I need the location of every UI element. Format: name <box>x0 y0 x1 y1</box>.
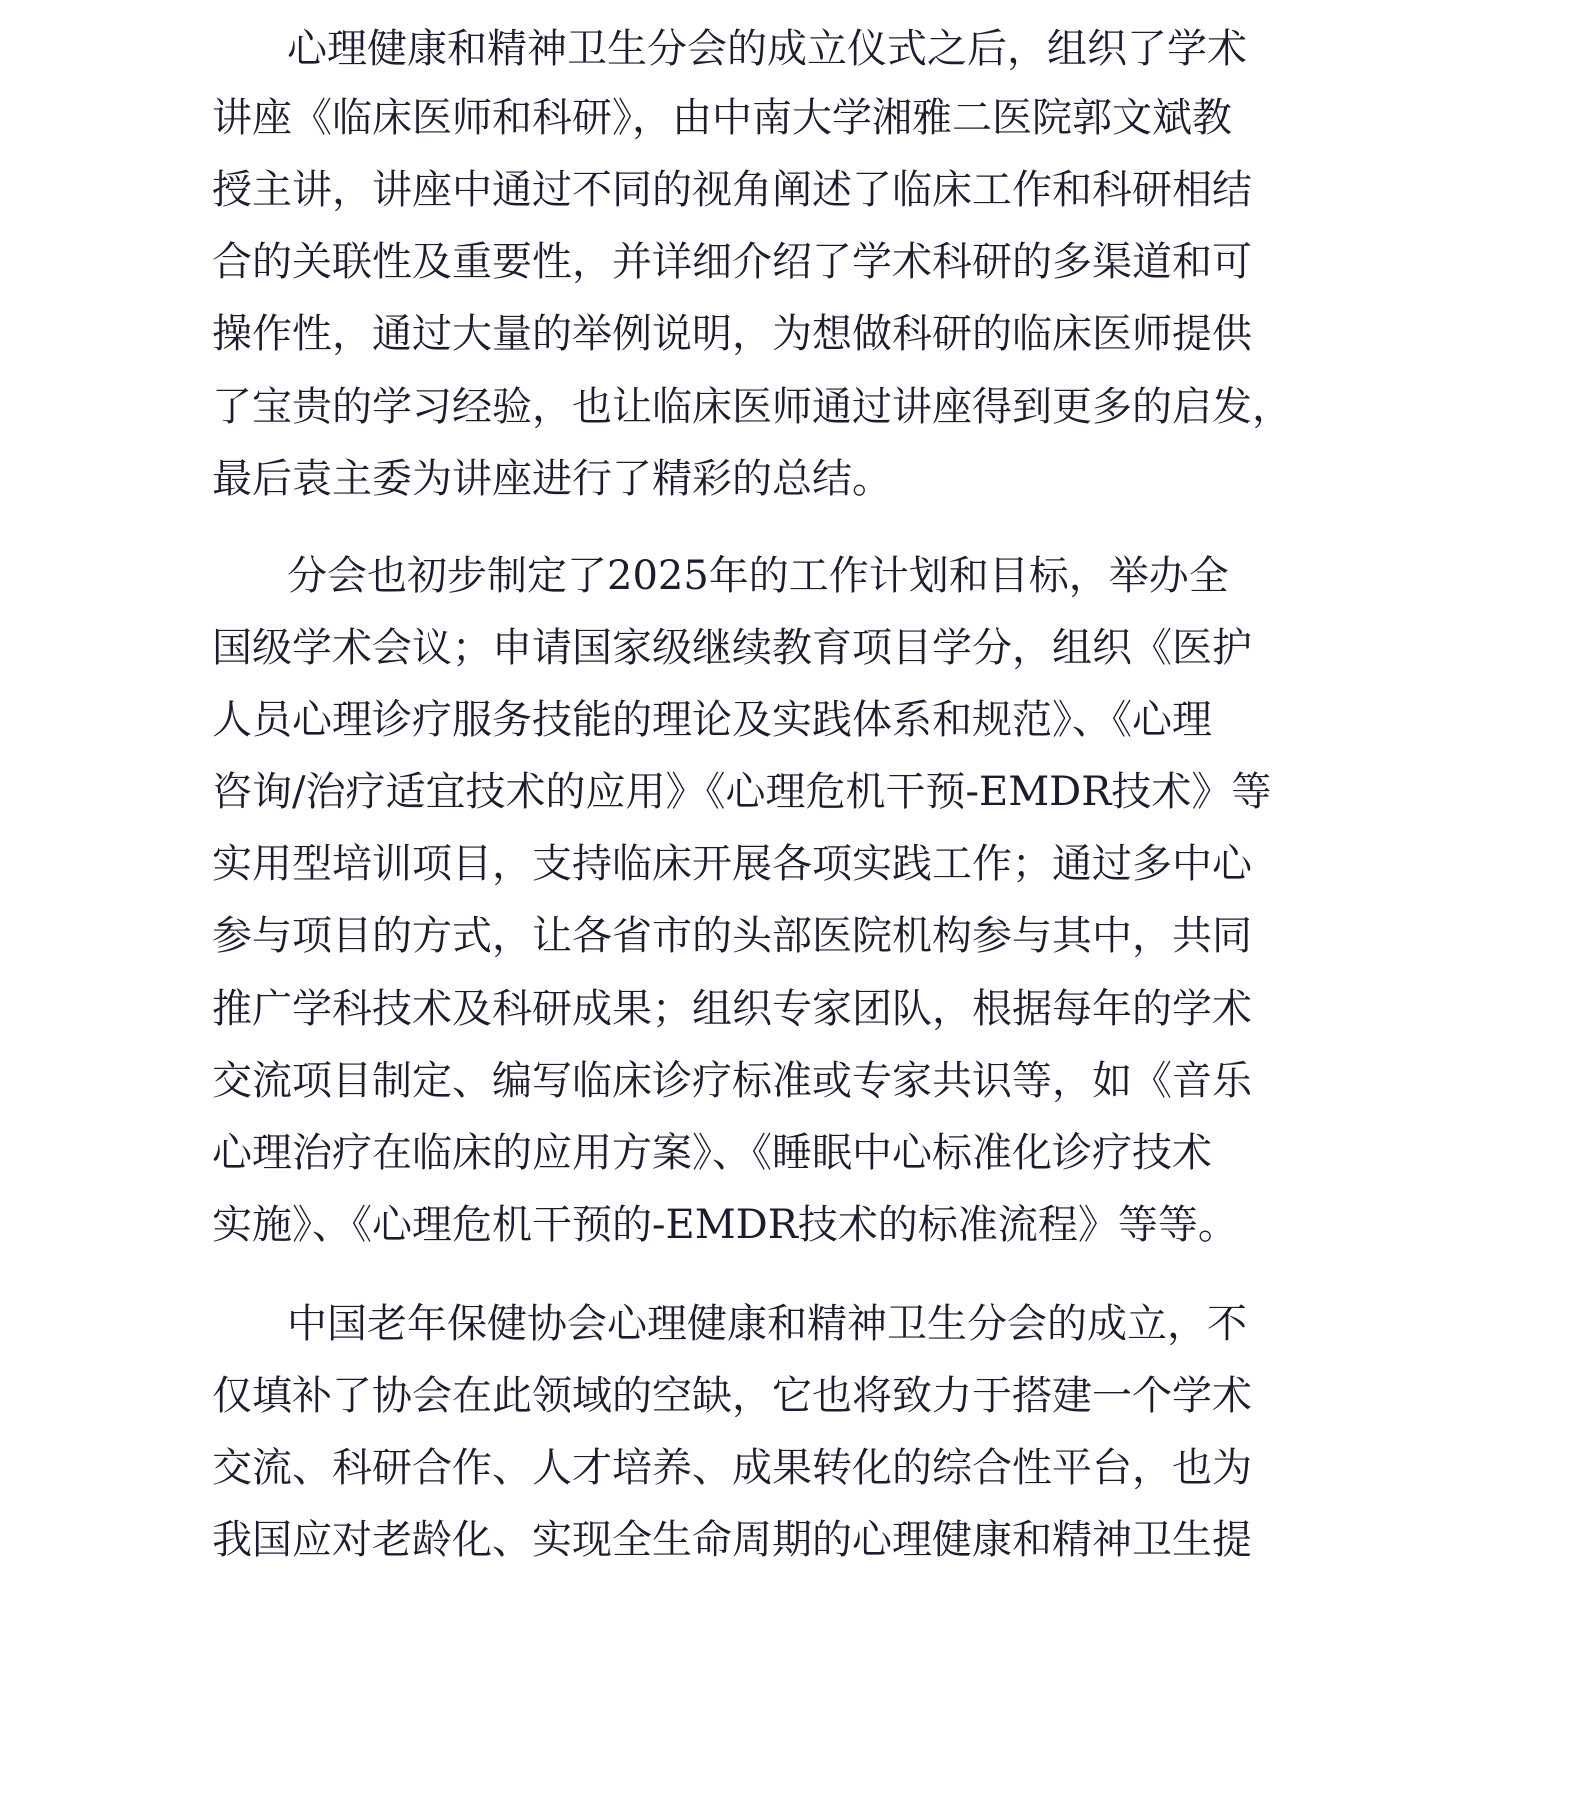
paragraph-line: 仅填补了协会在此领域的空缺，它也将致力于搭建一个学术 <box>212 1373 1252 1419</box>
paragraph-line: 国级学术会议；申请国家级继续教育项目学分，组织《医护 <box>212 625 1252 671</box>
paragraph-line: 操作性，通过大量的举例说明，为想做科研的临床医师提供 <box>212 311 1252 357</box>
paragraph-line: 分会也初步制定了2025年的工作计划和目标，举办全 <box>287 553 1229 599</box>
paragraph-line: 心理健康和精神卫生分会的成立仪式之后，组织了学术 <box>287 26 1247 72</box>
paragraph-line: 中国老年保健协会心理健康和精神卫生分会的成立，不 <box>287 1301 1247 1347</box>
paragraph-line: 讲座《临床医师和科研》，由中南大学湘雅二医院郭文斌教 <box>212 95 1232 141</box>
paragraph-line: 授主讲，讲座中通过不同的视角阐述了临床工作和科研相结 <box>212 167 1252 213</box>
paragraph-line: 最后袁主委为讲座进行了精彩的总结。 <box>212 456 892 502</box>
paragraph-line: 交流、科研合作、人才培养、成果转化的综合性平台，也为 <box>212 1445 1252 1491</box>
paragraph-line: 推广学科技术及科研成果；组织专家团队，根据每年的学术 <box>212 986 1252 1032</box>
paragraph-line: 了宝贵的学习经验，也让临床医师通过讲座得到更多的启发， <box>212 384 1292 430</box>
paragraph-line: 实用型培训项目，支持临床开展各项实践工作；通过多中心 <box>212 841 1252 887</box>
paragraph-line: 参与项目的方式，让各省市的头部医院机构参与其中，共同 <box>212 913 1252 959</box>
paragraph-line: 我国应对老龄化、实现全生命周期的心理健康和精神卫生提 <box>212 1517 1252 1563</box>
paragraph-line: 实施》、《心理危机干预的-EMDR技术的标准流程》等等。 <box>212 1202 1238 1248</box>
paragraph-line: 人员心理诊疗服务技能的理论及实践体系和规范》、《心理 <box>212 697 1212 743</box>
paragraph-line: 咨询/治疗适宜技术的应用》《心理危机干预-EMDR技术》等 <box>212 769 1272 815</box>
paragraph-line: 心理治疗在临床的应用方案》、《睡眠中心标准化诊疗技术 <box>212 1130 1212 1176</box>
paragraph-line: 合的关联性及重要性，并详细介绍了学术科研的多渠道和可 <box>212 239 1252 285</box>
paragraph-line: 交流项目制定、编写临床诊疗标准或专家共识等，如《音乐 <box>212 1058 1252 1104</box>
